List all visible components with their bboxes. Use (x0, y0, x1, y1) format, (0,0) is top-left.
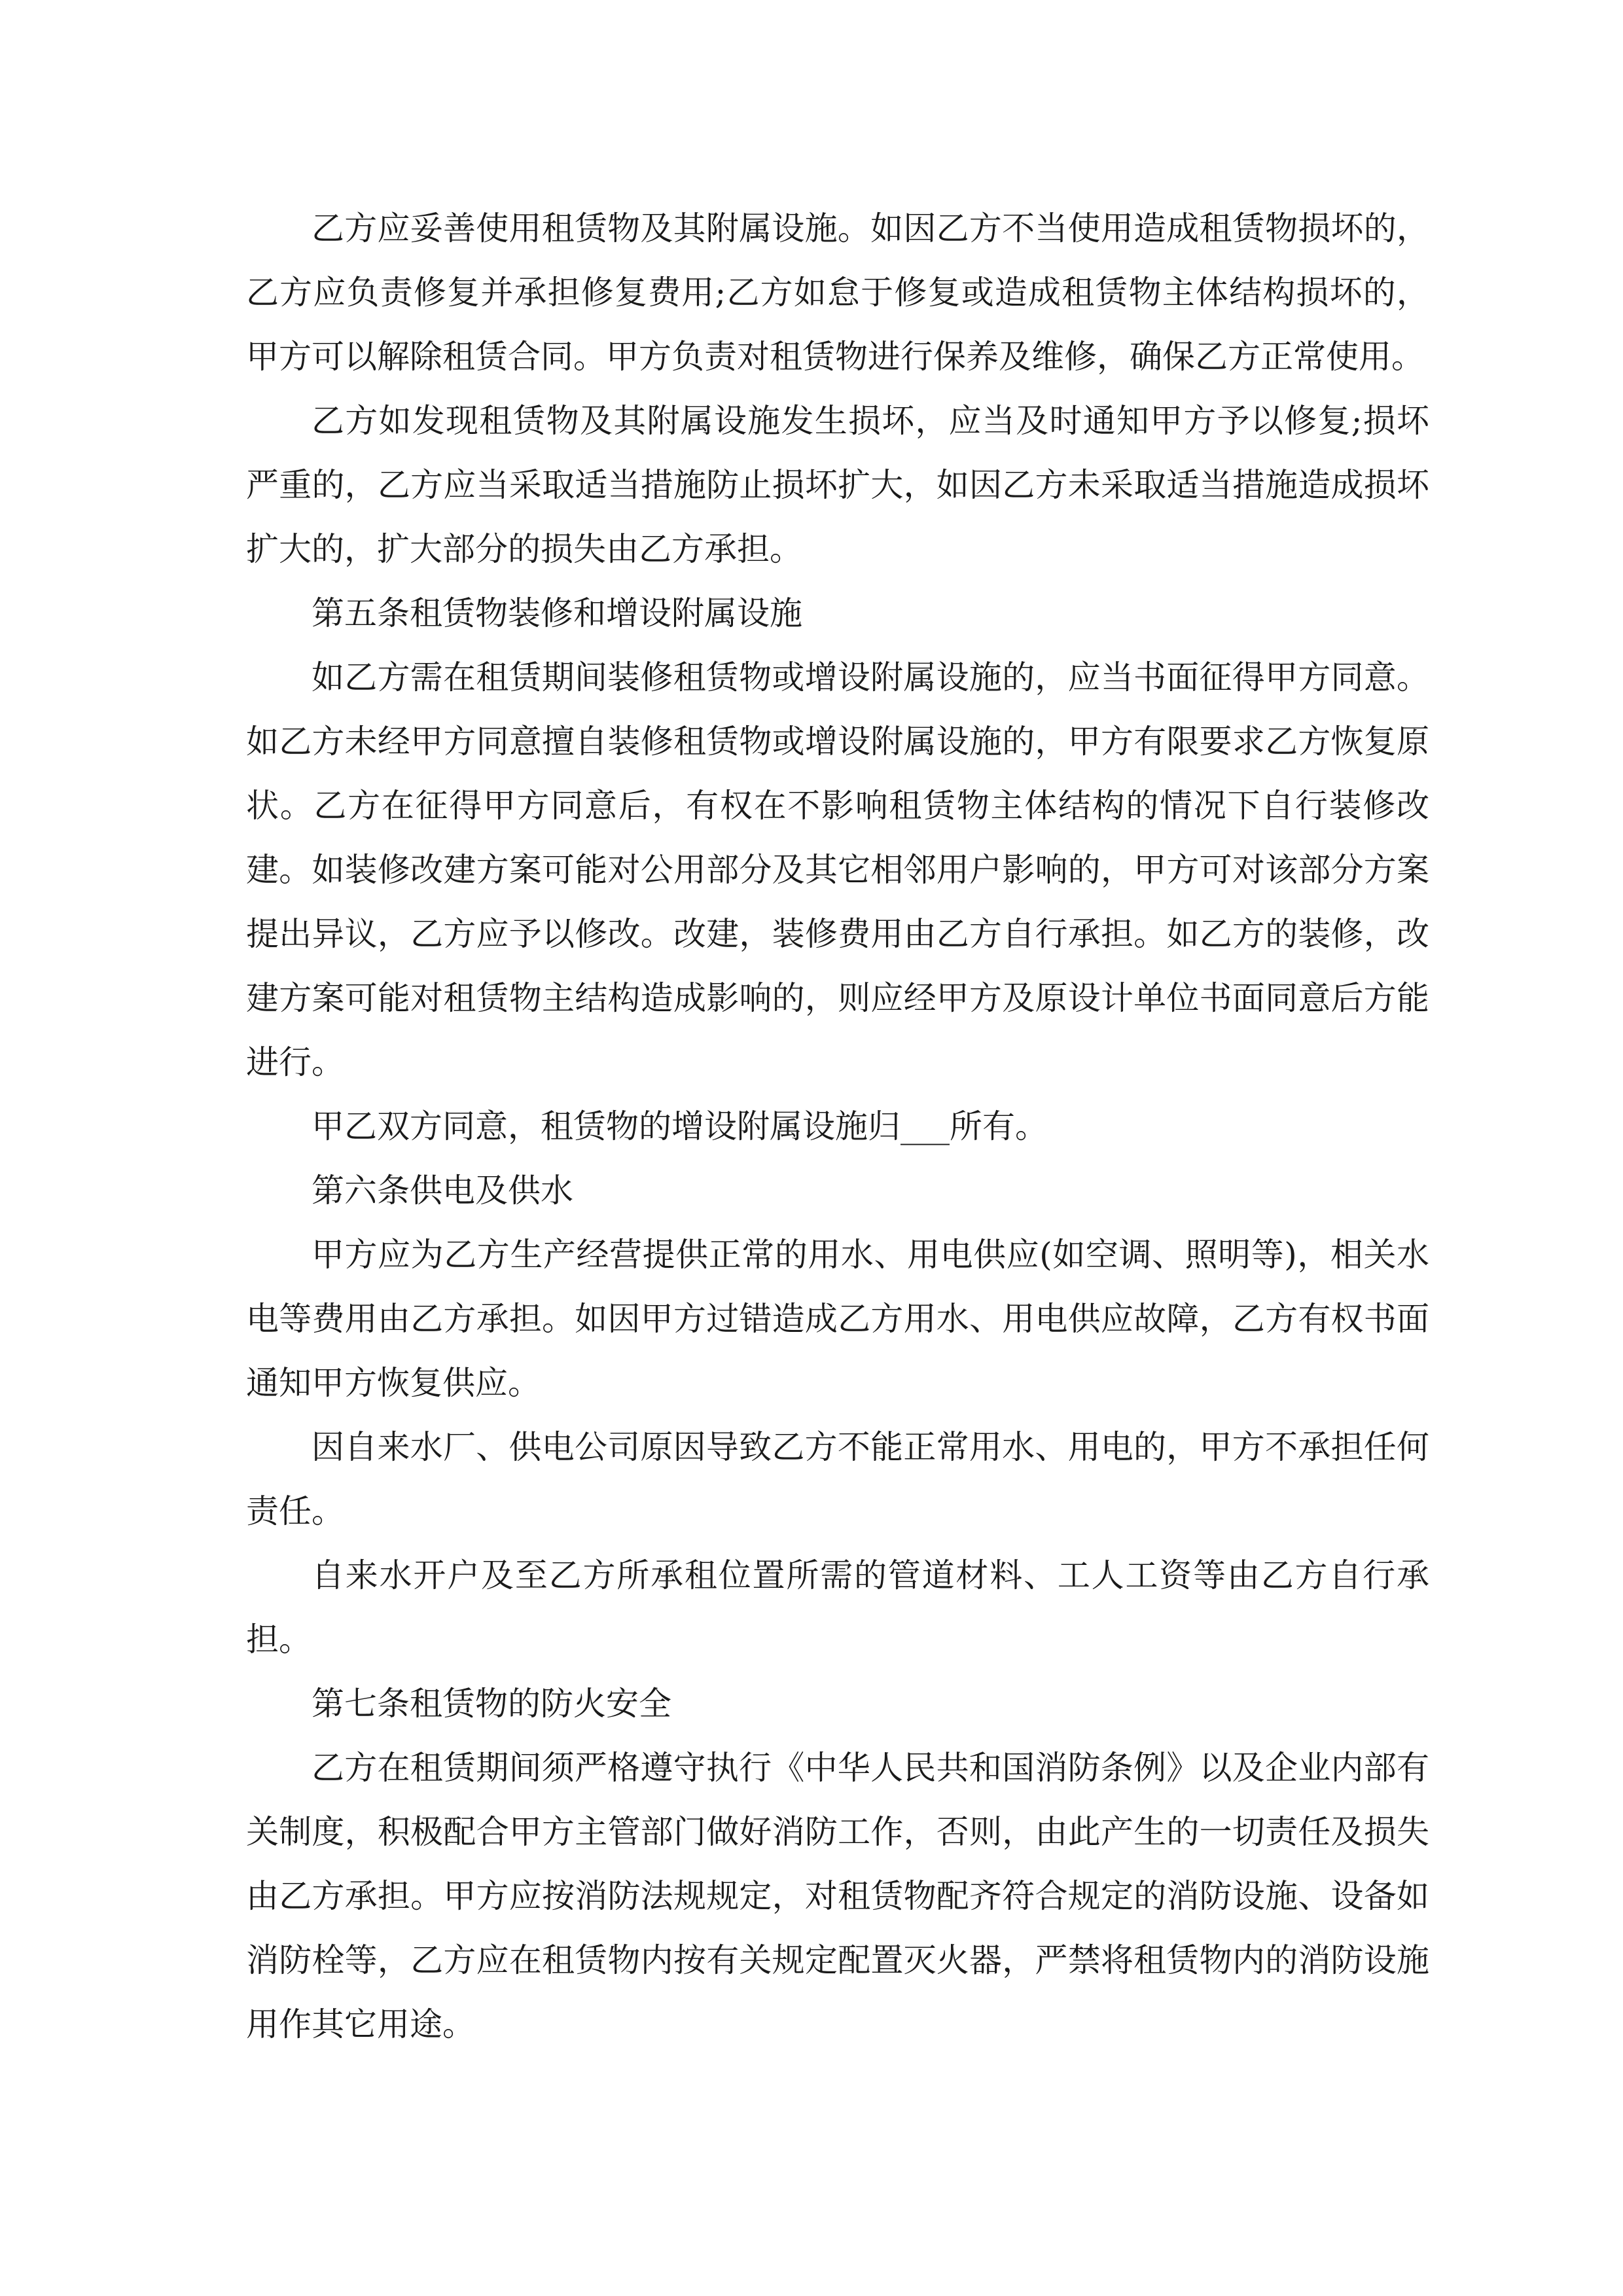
paragraph-damage-notice: 乙方如发现租赁物及其附属设施发生损坏，应当及时通知甲方予以修复;损坏严重的，乙方应当采取适当措施防止损坏扩大，如因乙方未采取适当措施造成损坏扩大的，扩大部分的损失由乙方承担。 (246, 402, 1429, 568)
paragraph-facility-ownership: 甲乙双方同意，租赁物的增设附属设施归___所有。 (312, 1107, 1048, 1145)
paragraph-facility-use: 乙方应妥善使用租赁物及其附属设施。如因乙方不当使用造成租赁物损坏的，乙方应负责修复并承担修复费用;乙方如怠于修复或造成租赁物主体结构损坏的，甲方可以解除租赁合同。甲方负责对租赁物进行保养及维修，确保乙方正常使用。 (246, 209, 1429, 376)
article-5-heading: 第五条租赁物装修和增设附属设施 (312, 594, 802, 632)
paragraph-fire-safety: 乙方在租赁期间须严格遵守执行《中华人民共和国消防条例》以及企业内部有关制度，积极配合甲方主管部门做好消防工作，否则，由此产生的一切责任及损失由乙方承担。甲方应按消防法规规定，对租赁物配齐符合规定的消防设施、设备如消防栓等，乙方应在租赁物内按有关规定配置灭火器，严禁将租赁物内的消防设施用作其它用途。 (246, 1749, 1429, 2043)
article-6-heading: 第六条供电及供水 (312, 1172, 573, 1210)
article-7-heading: 第七条租赁物的防火安全 (312, 1685, 671, 1723)
paragraph-renovation: 如乙方需在租赁期间装修租赁物或增设附属设施的，应当书面征得甲方同意。如乙方未经甲方同意擅自装修租赁物或增设附属设施的，甲方有限要求乙方恢复原状。乙方在征得甲方同意后，有权在不影响租赁物主体结构的情况下自行装修改建。如装修改建方案可能对公用部分及其它相邻用户影响的，甲方可对该部分方案提出异议，乙方应予以修改。改建，装修费用由乙方自行承担。如乙方的装修，改建方案可能对租赁物主结构造成影响的，则应经甲方及原设计单位书面同意后方能进行。 (246, 658, 1429, 1081)
paragraph-utility-supply: 甲方应为乙方生产经营提供正常的用水、用电供应(如空调、照明等)，相关水电等费用由乙方承担。如因甲方过错造成乙方用水、用电供应故障，乙方有权书面通知甲方恢复供应。 (246, 1236, 1429, 1402)
document-body (246, 196, 1429, 2056)
paragraph-water-connection: 自来水开户及至乙方所承租位置所需的管道材料、工人工资等由乙方自行承担。 (246, 1556, 1429, 1659)
paragraph-utility-liability: 因自来水厂、供电公司原因导致乙方不能正常用水、用电的，甲方不承担任何责任。 (246, 1428, 1429, 1530)
